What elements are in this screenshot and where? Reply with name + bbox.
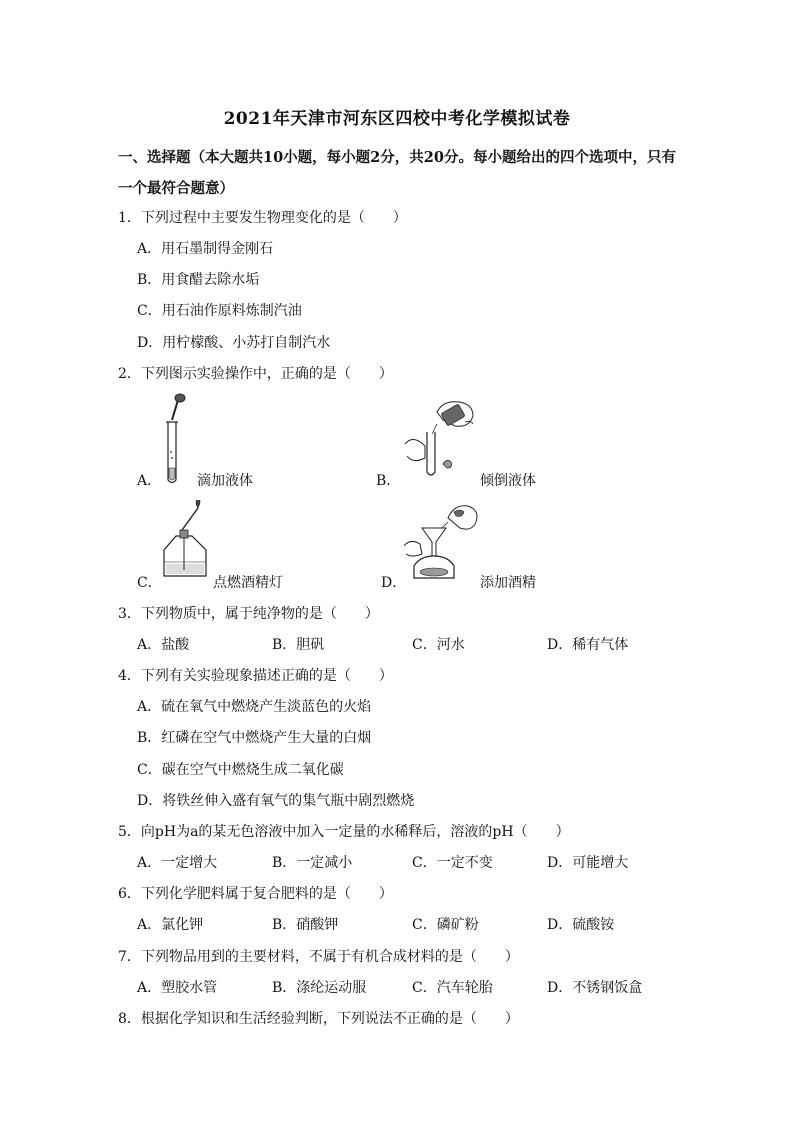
question-6-option-c: C．磷矿粉 [412,917,479,933]
question-2-option-a-letter: A． [137,473,162,489]
question-5-stem: 5．向pH为a的某无色溶液中加入一定量的水稀释后，溶液的pH（ ） [118,824,570,840]
question-5-option-c: C．一定不变 [412,855,493,871]
question-6-option-b: B．硝酸钾 [272,917,339,933]
question-7-stem: 7．下列物品用到的主要材料，不属于有机合成材料的是（ ） [118,949,519,965]
question-7-option-d: D．不锈钢饭盒 [547,980,643,996]
question-3-option-d: D．稀有气体 [547,637,629,653]
question-1-stem: 1．下列过程中主要发生物理变化的是（ ） [118,210,407,226]
question-6-stem: 6．下列化学肥料属于复合肥料的是（ ） [118,886,393,902]
question-7-option-c: C．汽车轮胎 [412,980,493,996]
question-5-option-b: B．一定减小 [272,855,353,871]
question-2-option-c-caption: 点燃酒精灯 [213,575,283,591]
question-7-option-a: A．塑胶水管 [137,980,218,996]
question-5-option-a: A．一定增大 [137,855,218,871]
question-1-option-b: B．用食醋去除水垢 [137,272,260,288]
question-1-option-c: C．用石油作原料炼制汽油 [137,303,302,319]
question-3-option-c: C．河水 [412,637,465,653]
question-4-option-b: B．红磷在空气中燃烧产生大量的白烟 [137,730,372,746]
question-2-option-b-caption: 倾倒液体 [480,473,536,489]
question-2-option-d-caption: 添加酒精 [480,575,536,591]
question-4-option-a: A．硫在氧气中燃烧产生淡蓝色的火焰 [137,699,372,715]
question-2-option-d-letter: D． [381,575,407,591]
section-heading-line2: 一个最符合题意） [118,180,234,197]
question-8-stem: 8．根据化学知识和生活经验判断，下列说法不正确的是（ ） [118,1011,519,1027]
question-3-stem: 3．下列物质中，属于纯净物的是（ ） [118,606,379,622]
question-1-option-d: D．用柠檬酸、小苏打自制汽水 [137,335,331,351]
question-5-option-d: D．可能增大 [547,855,629,871]
question-7-option-b: B．涤纶运动服 [272,980,367,996]
lighting-alcohol-lamp-icon [158,500,213,580]
exam-title: 2021年天津市河东区四校中考化学模拟试卷 [223,109,571,129]
dropper-tube-icon [158,392,198,487]
question-3-option-b: B．胆矾 [272,637,325,653]
question-2-option-a-caption: 滴加液体 [197,473,253,489]
question-3-option-a: A．盐酸 [137,637,190,653]
question-4-option-d: D．将铁丝伸入盛有氧气的集气瓶中剧烈燃烧 [137,793,415,809]
question-4-stem: 4．下列有关实验现象描述正确的是（ ） [118,668,393,684]
question-2-stem: 2．下列图示实验操作中，正确的是（ ） [118,366,393,382]
adding-alcohol-icon [402,498,482,583]
question-2-option-c-letter: C． [137,575,162,591]
question-2-option-b-letter: B． [376,473,401,489]
section-heading-line1: 一、选择题（本大题共10小题，每小题2分，共20分。每小题给出的四个选项中，只有 [118,149,676,166]
question-6-option-a: A．氯化钾 [137,917,204,933]
question-1-option-a: A．用石墨制得金刚石 [137,241,274,257]
pouring-liquid-icon [403,394,483,484]
question-6-option-d: D．硫酸铵 [547,917,615,933]
question-4-option-c: C．碳在空气中燃烧生成二氧化碳 [137,762,344,778]
